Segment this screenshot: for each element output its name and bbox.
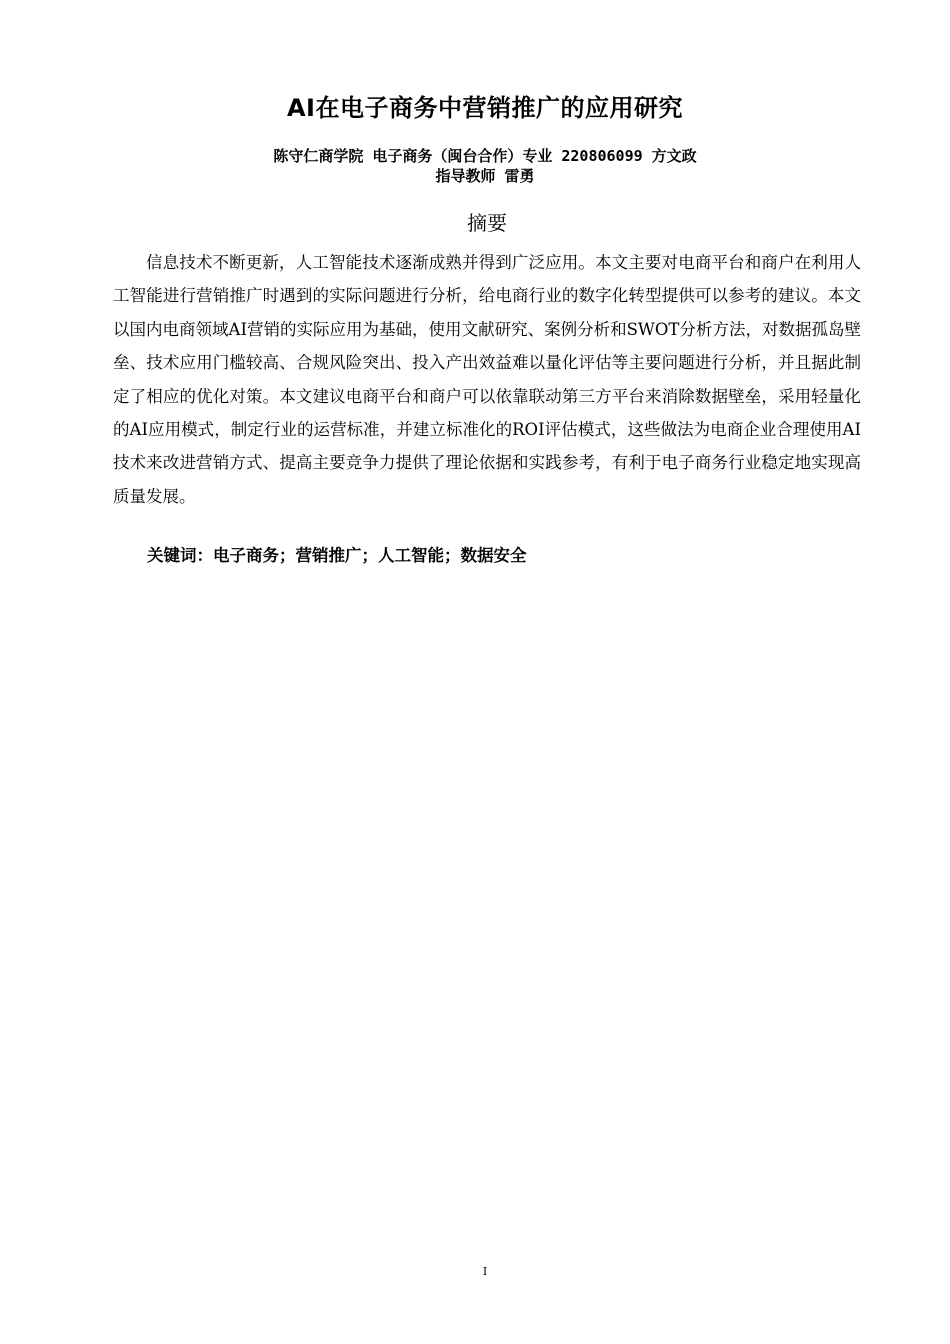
page-number: I — [482, 1265, 488, 1278]
paper-title: AI在电子商务中营销推广的应用研究 — [286, 94, 683, 122]
advisor-line: 指导教师 雷勇 — [435, 167, 535, 185]
abstract-body: 信息技术不断更新，人工智能技术逐渐成熟并得到广泛应用。本文主要对电商平台和商户在利用人工智能进行营销推广时遇到的实际问题进行分析，给电商行业的数字化转型提供可以参考的建议。本文以国内电商领域AI营销的实际应用为基础，使用文献研究、案例分析和SWOT分析方法，对数据孤岛壁垒、技术应用门槛较高、合规风险突出、投入产出效益难以量化评估等主要问题进行分析，并且据此制定了相应的优化对策。本文建议电商平台和商户可以依靠联动第三方平台来消除数据壁垒，采用轻量化的AI应用模式，制定行业的运营标准，并建立标准化的ROI评估模式，这些做法为电商企业合理使用AI技术来改进营销方式、提高主要竞争力提供了理论依据和实践参考，有利于电子商务行业稳定地实现高质量发展。 — [113, 253, 861, 506]
author-affiliation: 陈守仁商学院 电子商务（闽台合作）专业 220806099 方文政 — [273, 147, 697, 165]
abstract-heading: 摘要 — [467, 211, 507, 235]
keywords-line: 关键词：电子商务；营销推广；人工智能；数据安全 — [147, 546, 527, 565]
